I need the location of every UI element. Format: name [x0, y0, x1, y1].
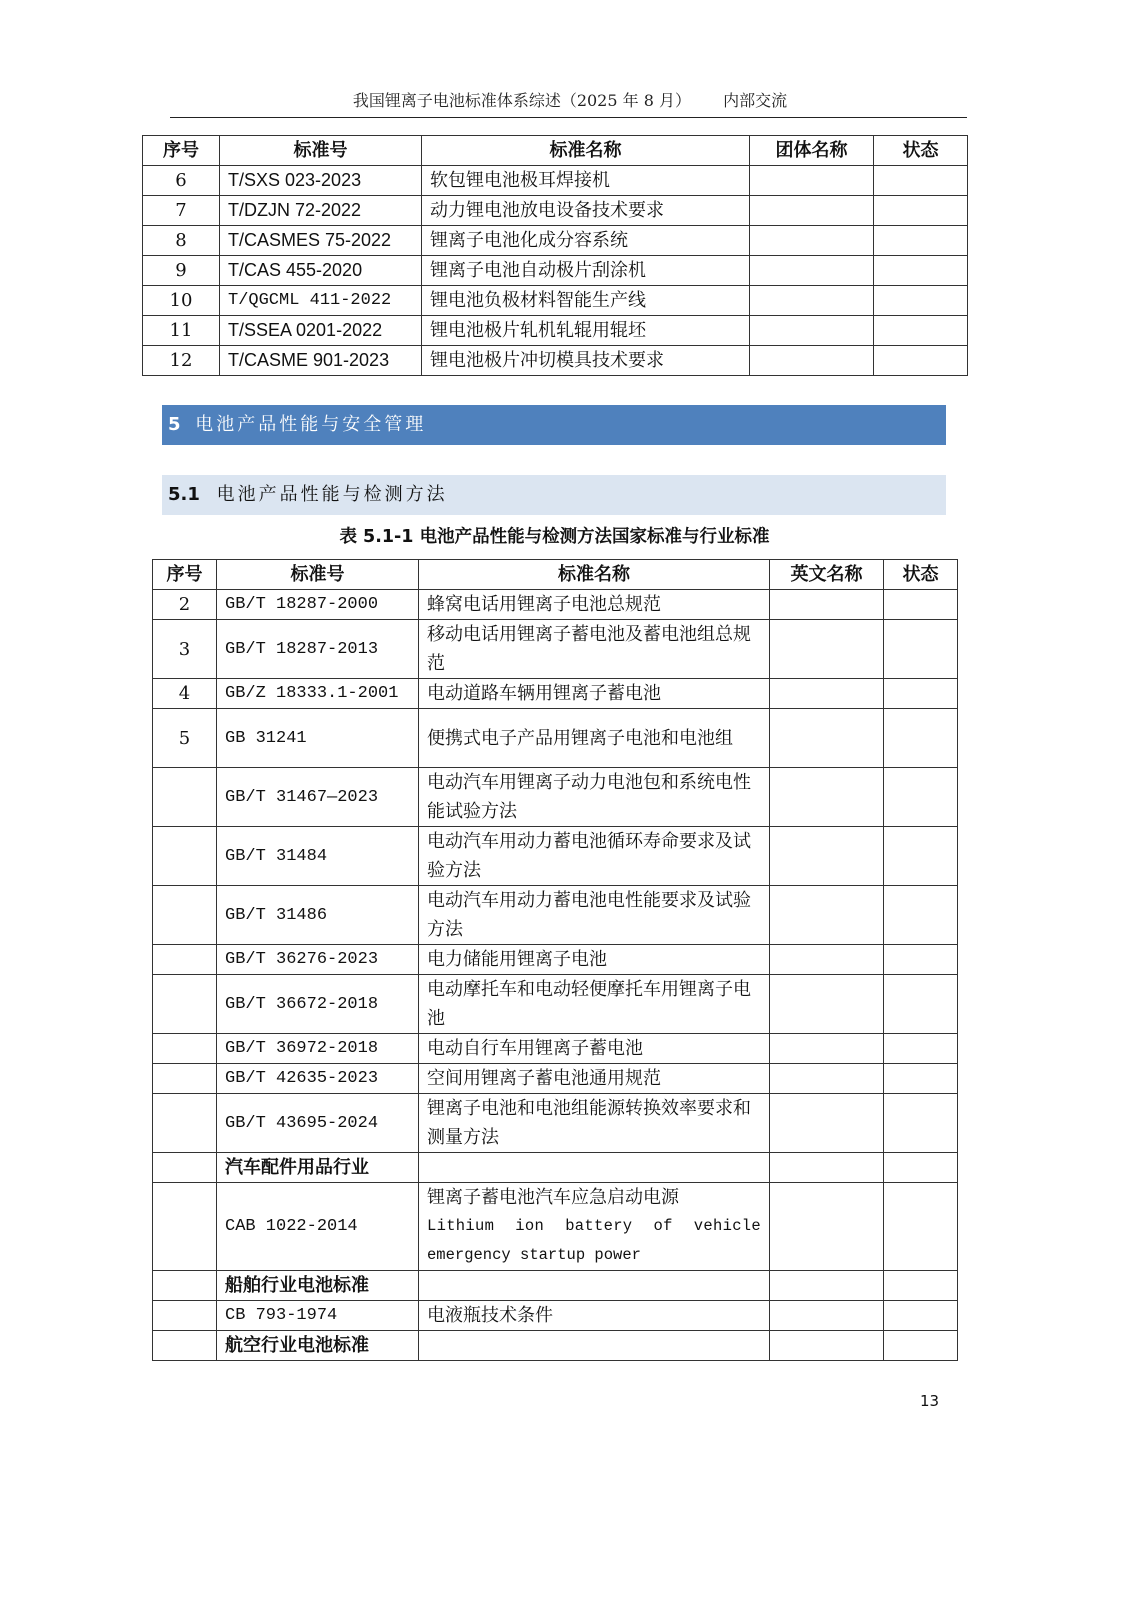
cell-no: 5 [153, 709, 217, 768]
cell-english-name [770, 975, 884, 1034]
col-header-status: 状态 [874, 136, 968, 166]
table-row [143, 196, 968, 226]
cell-no [153, 1034, 217, 1064]
table-header-row [153, 560, 958, 590]
cell-status [884, 1301, 958, 1331]
cell-name: 电液瓶技术条件 [419, 1301, 770, 1331]
cell-code: T/DZJN 72-2022 [220, 196, 422, 226]
table-row [153, 768, 958, 827]
cell-name: 电动摩托车和电动轻便摩托车用锂离子电池 [419, 975, 770, 1034]
cell-name-en-line2: emergency startup power [427, 1246, 641, 1264]
table-row [153, 827, 958, 886]
cell-org [750, 346, 874, 376]
cell-status [884, 1271, 958, 1301]
cell-status [884, 1331, 958, 1361]
section-heading-5 [162, 405, 946, 445]
cell-name: 蜂窝电话用锂离子电池总规范 [419, 590, 770, 620]
cell-code: GB/T 42635-2023 [217, 1064, 419, 1094]
cell-english-name [770, 886, 884, 945]
cell-name: 电动汽车用动力蓄电池循环寿命要求及试验方法 [419, 827, 770, 886]
cell-english-name [770, 945, 884, 975]
cell-org [750, 196, 874, 226]
table-row [143, 166, 968, 196]
cell-no [153, 886, 217, 945]
cell-english-name [770, 709, 884, 768]
cell-status [874, 166, 968, 196]
table-row [153, 620, 958, 679]
category-row [153, 1271, 958, 1301]
header-tag: 内部交流 [723, 91, 788, 110]
cell-code: GB/T 31467—2023 [217, 768, 419, 827]
cell-status [884, 886, 958, 945]
cell-name [419, 1183, 770, 1271]
table-row [153, 975, 958, 1034]
cell-name [419, 1331, 770, 1361]
cell-status [874, 226, 968, 256]
cell-status [884, 1064, 958, 1094]
section-number: 5 [168, 414, 181, 435]
cell-org [750, 286, 874, 316]
category-row [153, 1331, 958, 1361]
cell-no [153, 975, 217, 1034]
table-row [143, 226, 968, 256]
cell-no: 2 [153, 590, 217, 620]
cell-org [750, 166, 874, 196]
cell-no [153, 1153, 217, 1183]
cell-code: T/QGCML 411-2022 [220, 286, 422, 316]
table-row [153, 709, 958, 768]
cell-no [153, 768, 217, 827]
cell-name: 锂离子电池化成分容系统 [422, 226, 750, 256]
cell-code: GB/Z 18333.1-2001 [217, 679, 419, 709]
cell-name [419, 1153, 770, 1183]
cell-name-en-line1: Lithium ion battery of vehicle [427, 1217, 761, 1235]
cell-no [153, 1301, 217, 1331]
cell-no: 11 [143, 316, 220, 346]
cell-status [884, 975, 958, 1034]
page-number: 13 [920, 1392, 940, 1410]
cell-no [153, 1331, 217, 1361]
cell-name: 锂电池极片冲切模具技术要求 [422, 346, 750, 376]
cell-status [884, 768, 958, 827]
cell-no: 9 [143, 256, 220, 286]
cell-status [884, 1153, 958, 1183]
table-row [153, 945, 958, 975]
table-row [143, 346, 968, 376]
subsection-number: 5.1 [168, 484, 200, 505]
cell-org [750, 256, 874, 286]
cell-code: GB/T 36276-2023 [217, 945, 419, 975]
table-row [153, 679, 958, 709]
cell-name: 电力储能用锂离子电池 [419, 945, 770, 975]
section-title: 电池产品性能与安全管理 [195, 414, 427, 435]
cell-code: T/CASMES 75-2022 [220, 226, 422, 256]
cell-code: T/SXS 023-2023 [220, 166, 422, 196]
cell-code: CB 793-1974 [217, 1301, 419, 1331]
section-heading-5-1 [162, 475, 946, 515]
cell-status [884, 590, 958, 620]
cell-status [884, 679, 958, 709]
category-label: 船舶行业电池标准 [217, 1271, 419, 1301]
cell-no [153, 827, 217, 886]
col-header-english-name: 英文名称 [770, 560, 884, 590]
cell-code: GB/T 31484 [217, 827, 419, 886]
cell-code: GB/T 43695-2024 [217, 1094, 419, 1153]
cell-name: 锂电池负极材料智能生产线 [422, 286, 750, 316]
cell-status [874, 256, 968, 286]
cell-name: 便携式电子产品用锂离子电池和电池组 [419, 709, 770, 768]
cell-code: GB/T 31486 [217, 886, 419, 945]
cell-no [153, 945, 217, 975]
cell-name: 锂离子电池自动极片刮涂机 [422, 256, 750, 286]
header-title: 我国锂离子电池标准体系综述（2025 年 8 月） [352, 91, 691, 110]
cell-english-name [770, 1094, 884, 1153]
cell-english-name [770, 768, 884, 827]
cell-code: GB/T 36672-2018 [217, 975, 419, 1034]
cell-name: 动力锂电池放电设备技术要求 [422, 196, 750, 226]
category-row [153, 1153, 958, 1183]
cell-code: T/CASME 901-2023 [220, 346, 422, 376]
table-header-row [143, 136, 968, 166]
cell-status [884, 1094, 958, 1153]
cell-code: T/SSEA 0201-2022 [220, 316, 422, 346]
cell-name: 空间用锂离子蓄电池通用规范 [419, 1064, 770, 1094]
cell-name [419, 1271, 770, 1301]
cell-no [153, 1183, 217, 1271]
cell-name: 电动自行车用锂离子蓄电池 [419, 1034, 770, 1064]
table-row [153, 1064, 958, 1094]
cell-name: 移动电话用锂离子蓄电池及蓄电池组总规范 [419, 620, 770, 679]
cell-org [750, 226, 874, 256]
header-rule [170, 117, 967, 118]
cell-code: CAB 1022-2014 [217, 1183, 419, 1271]
cell-english-name [770, 1331, 884, 1361]
cell-no: 8 [143, 226, 220, 256]
cell-no: 6 [143, 166, 220, 196]
cell-name: 电动道路车辆用锂离子蓄电池 [419, 679, 770, 709]
group-standards-table [142, 135, 968, 376]
national-standards-table [152, 559, 958, 1361]
cell-no: 4 [153, 679, 217, 709]
cell-no: 7 [143, 196, 220, 226]
cell-no [153, 1064, 217, 1094]
cell-status [874, 346, 968, 376]
table-row [153, 1183, 958, 1271]
cell-org [750, 316, 874, 346]
cell-english-name [770, 1034, 884, 1064]
cell-status [884, 620, 958, 679]
cell-no [153, 1094, 217, 1153]
cell-code: T/CAS 455-2020 [220, 256, 422, 286]
cell-status [874, 316, 968, 346]
cell-english-name [770, 590, 884, 620]
cell-code: GB/T 18287-2000 [217, 590, 419, 620]
table-row [153, 1094, 958, 1153]
cell-name: 电动汽车用动力蓄电池电性能要求及试验方法 [419, 886, 770, 945]
cell-name: 锂离子电池和电池组能源转换效率要求和测量方法 [419, 1094, 770, 1153]
col-header-name: 标准名称 [422, 136, 750, 166]
table-row [153, 886, 958, 945]
col-header-name: 标准名称 [419, 560, 770, 590]
table-row [153, 1301, 958, 1331]
subsection-title: 电池产品性能与检测方法 [216, 484, 448, 505]
cell-name: 锂电池极片轧机轧辊用辊坯 [422, 316, 750, 346]
cell-code: GB/T 18287-2013 [217, 620, 419, 679]
cell-code: GB/T 36972-2018 [217, 1034, 419, 1064]
cell-no: 12 [143, 346, 220, 376]
cell-english-name [770, 679, 884, 709]
col-header-status: 状态 [884, 560, 958, 590]
col-header-no: 序号 [153, 560, 217, 590]
cell-status [884, 1183, 958, 1271]
table-row [153, 1034, 958, 1064]
cell-english-name [770, 1064, 884, 1094]
col-header-code: 标准号 [217, 560, 419, 590]
cell-no: 3 [153, 620, 217, 679]
cell-no: 10 [143, 286, 220, 316]
category-label: 航空行业电池标准 [217, 1331, 419, 1361]
cell-status [884, 945, 958, 975]
cell-status [874, 196, 968, 226]
cell-english-name [770, 1271, 884, 1301]
col-header-code: 标准号 [220, 136, 422, 166]
cell-english-name [770, 1153, 884, 1183]
cell-english-name [770, 1183, 884, 1271]
table-caption: 表 5.1-1 电池产品性能与检测方法国家标准与行业标准 [339, 527, 770, 547]
cell-code: GB 31241 [217, 709, 419, 768]
col-header-no: 序号 [143, 136, 220, 166]
running-header [170, 88, 970, 111]
cell-status [874, 286, 968, 316]
table-row [153, 590, 958, 620]
cell-name-zh: 锂离子蓄电池汽车应急启动电源 [427, 1187, 679, 1208]
cell-status [884, 709, 958, 768]
cell-english-name [770, 620, 884, 679]
cell-name: 软包锂电池极耳焊接机 [422, 166, 750, 196]
table-row [143, 256, 968, 286]
col-header-org: 团体名称 [750, 136, 874, 166]
category-label: 汽车配件用品行业 [217, 1153, 419, 1183]
table-row [143, 316, 968, 346]
cell-no [153, 1271, 217, 1301]
cell-name: 电动汽车用锂离子动力电池包和系统电性能试验方法 [419, 768, 770, 827]
cell-english-name [770, 827, 884, 886]
table-row [143, 286, 968, 316]
cell-english-name [770, 1301, 884, 1331]
cell-status [884, 1034, 958, 1064]
cell-status [884, 827, 958, 886]
